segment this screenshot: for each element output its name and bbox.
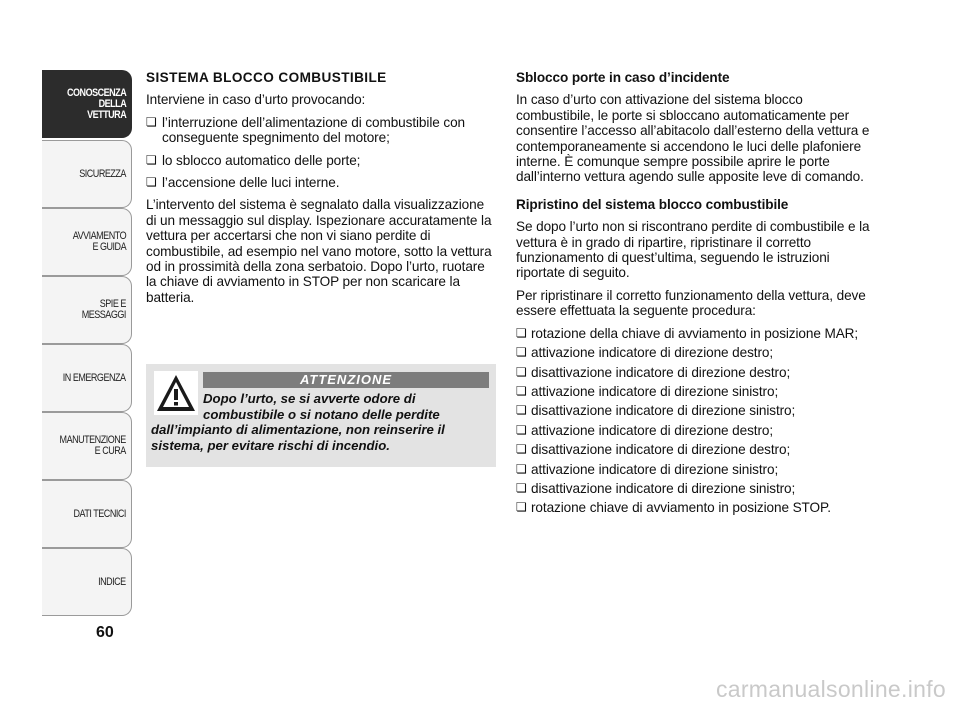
left-column [146, 70, 498, 312]
procedure-list [516, 326, 876, 516]
warning-text-wrap [151, 391, 491, 453]
tab-label: MANUTENZIONE E CURA [59, 434, 126, 457]
tab-conoscenza-della-vettura[interactable] [42, 70, 132, 138]
section-title: SISTEMA BLOCCO COMBUSTIBILE [146, 70, 387, 85]
right-column [516, 70, 876, 523]
body-paragraph: Se dopo l’urto non si riscontrano perdite di combustibile e la vettura è in grado di ripartire, ripristinare il corretto funzionamento di quest’ultima, seguendo le istruzioni riportate di seguito. [516, 219, 870, 281]
warning-box [146, 364, 496, 467]
list-item: ❏ disattivazione indicatore di direzione sinistro; [516, 403, 876, 418]
list-item: ❏ attivazione indicatore di direzione destro; [516, 345, 876, 360]
tab-label: CONOSCENZA DELLA VETTURA [66, 86, 126, 121]
warning-text: Dopo l’urto, se si avverte odore di combustibile o si notano delle perdite dall’impianto di alimentazione, non reinserire il sistema, per evitare rischi di incendio. [151, 391, 445, 453]
body-paragraph: L’intervento del sistema è segnalato dalla visualizzazione di un messaggio sul display. Ispezionare accuratamente la vettura per accertarsi che non vi siano perdite di combustibile, ad esempio nel vano motore, sotto la vettura od in prossimità della zona serbatoio. Dopo l’urto, ruotare la chiave di avviamento in STOP per non scaricare la batteria. [146, 197, 492, 305]
warning-title: ATTENZIONE [203, 372, 489, 388]
tab-label: SICUREZZA [79, 167, 126, 180]
list-item: ❏ attivazione indicatore di direzione sinistro; [516, 462, 876, 477]
tab-label: SPIE E MESSAGGI [81, 298, 126, 321]
tab-indice[interactable] [42, 548, 132, 616]
intro-text: Interviene in caso d’urto provocando: [146, 92, 366, 108]
body-paragraph: Per ripristinare il corretto funzionamento della vettura, deve essere effettuata la seguente procedura: [516, 287, 866, 319]
list-item: ❏ attivazione indicatore di direzione destro; [516, 423, 876, 438]
list-item: ❏ disattivazione indicatore di direzione destro; [516, 365, 876, 380]
watermark: carmanualsonline.info [715, 676, 946, 702]
section-title: Ripristino del sistema blocco combustibile [516, 196, 789, 212]
tab-dati-tecnici[interactable] [42, 480, 132, 548]
tab-in-emergenza[interactable] [42, 344, 132, 412]
list-item: ❏ rotazione chiave di avviamento in posizione STOP. [516, 500, 876, 515]
tab-manutenzione-e-cura[interactable] [42, 412, 132, 480]
section-title: Sblocco porte in caso d’incidente [516, 70, 730, 85]
body-paragraph: In caso d’urto con attivazione del sistema blocco combustibile, le porte si sbloccano automaticamente per consentire l’accesso all’abitacolo dall’esterno della vettura e contemporaneamente si accendono le luci delle plafoniere interne. È comunque sempre possibile aprire le porte dall’interno vettura agendo sulle apposite leve di comando. [516, 92, 870, 185]
tab-label: DATI TECNICI [73, 507, 126, 520]
list-item: ❏ disattivazione indicatore di direzione destro; [516, 442, 876, 457]
tab-spie-e-messaggi[interactable] [42, 276, 132, 344]
tab-avviamento-e-guida[interactable] [42, 208, 132, 276]
tab-label: INDICE [98, 575, 126, 588]
page-number: 60 [96, 624, 114, 641]
tab-label: AVVIAMENTO E GUIDA [72, 230, 126, 253]
tab-sicurezza[interactable] [42, 140, 132, 208]
list-item: ❏ attivazione indicatore di direzione sinistro; [516, 384, 876, 399]
list-item: ❏ disattivazione indicatore di direzione sinistro; [516, 481, 876, 496]
list-item: ❏ rotazione della chiave di avviamento in posizione MAR; [516, 326, 876, 341]
list-item: ❏ lo sblocco automatico delle porte; [146, 153, 498, 168]
effects-list [146, 115, 498, 191]
tab-label: IN EMERGENZA [63, 371, 126, 384]
list-item: ❏ l’accensione delle luci interne. [146, 175, 498, 190]
list-item: ❏ l’interruzione dell’alimentazione di combustibile con conseguente spegnimento del motore; [146, 115, 498, 146]
